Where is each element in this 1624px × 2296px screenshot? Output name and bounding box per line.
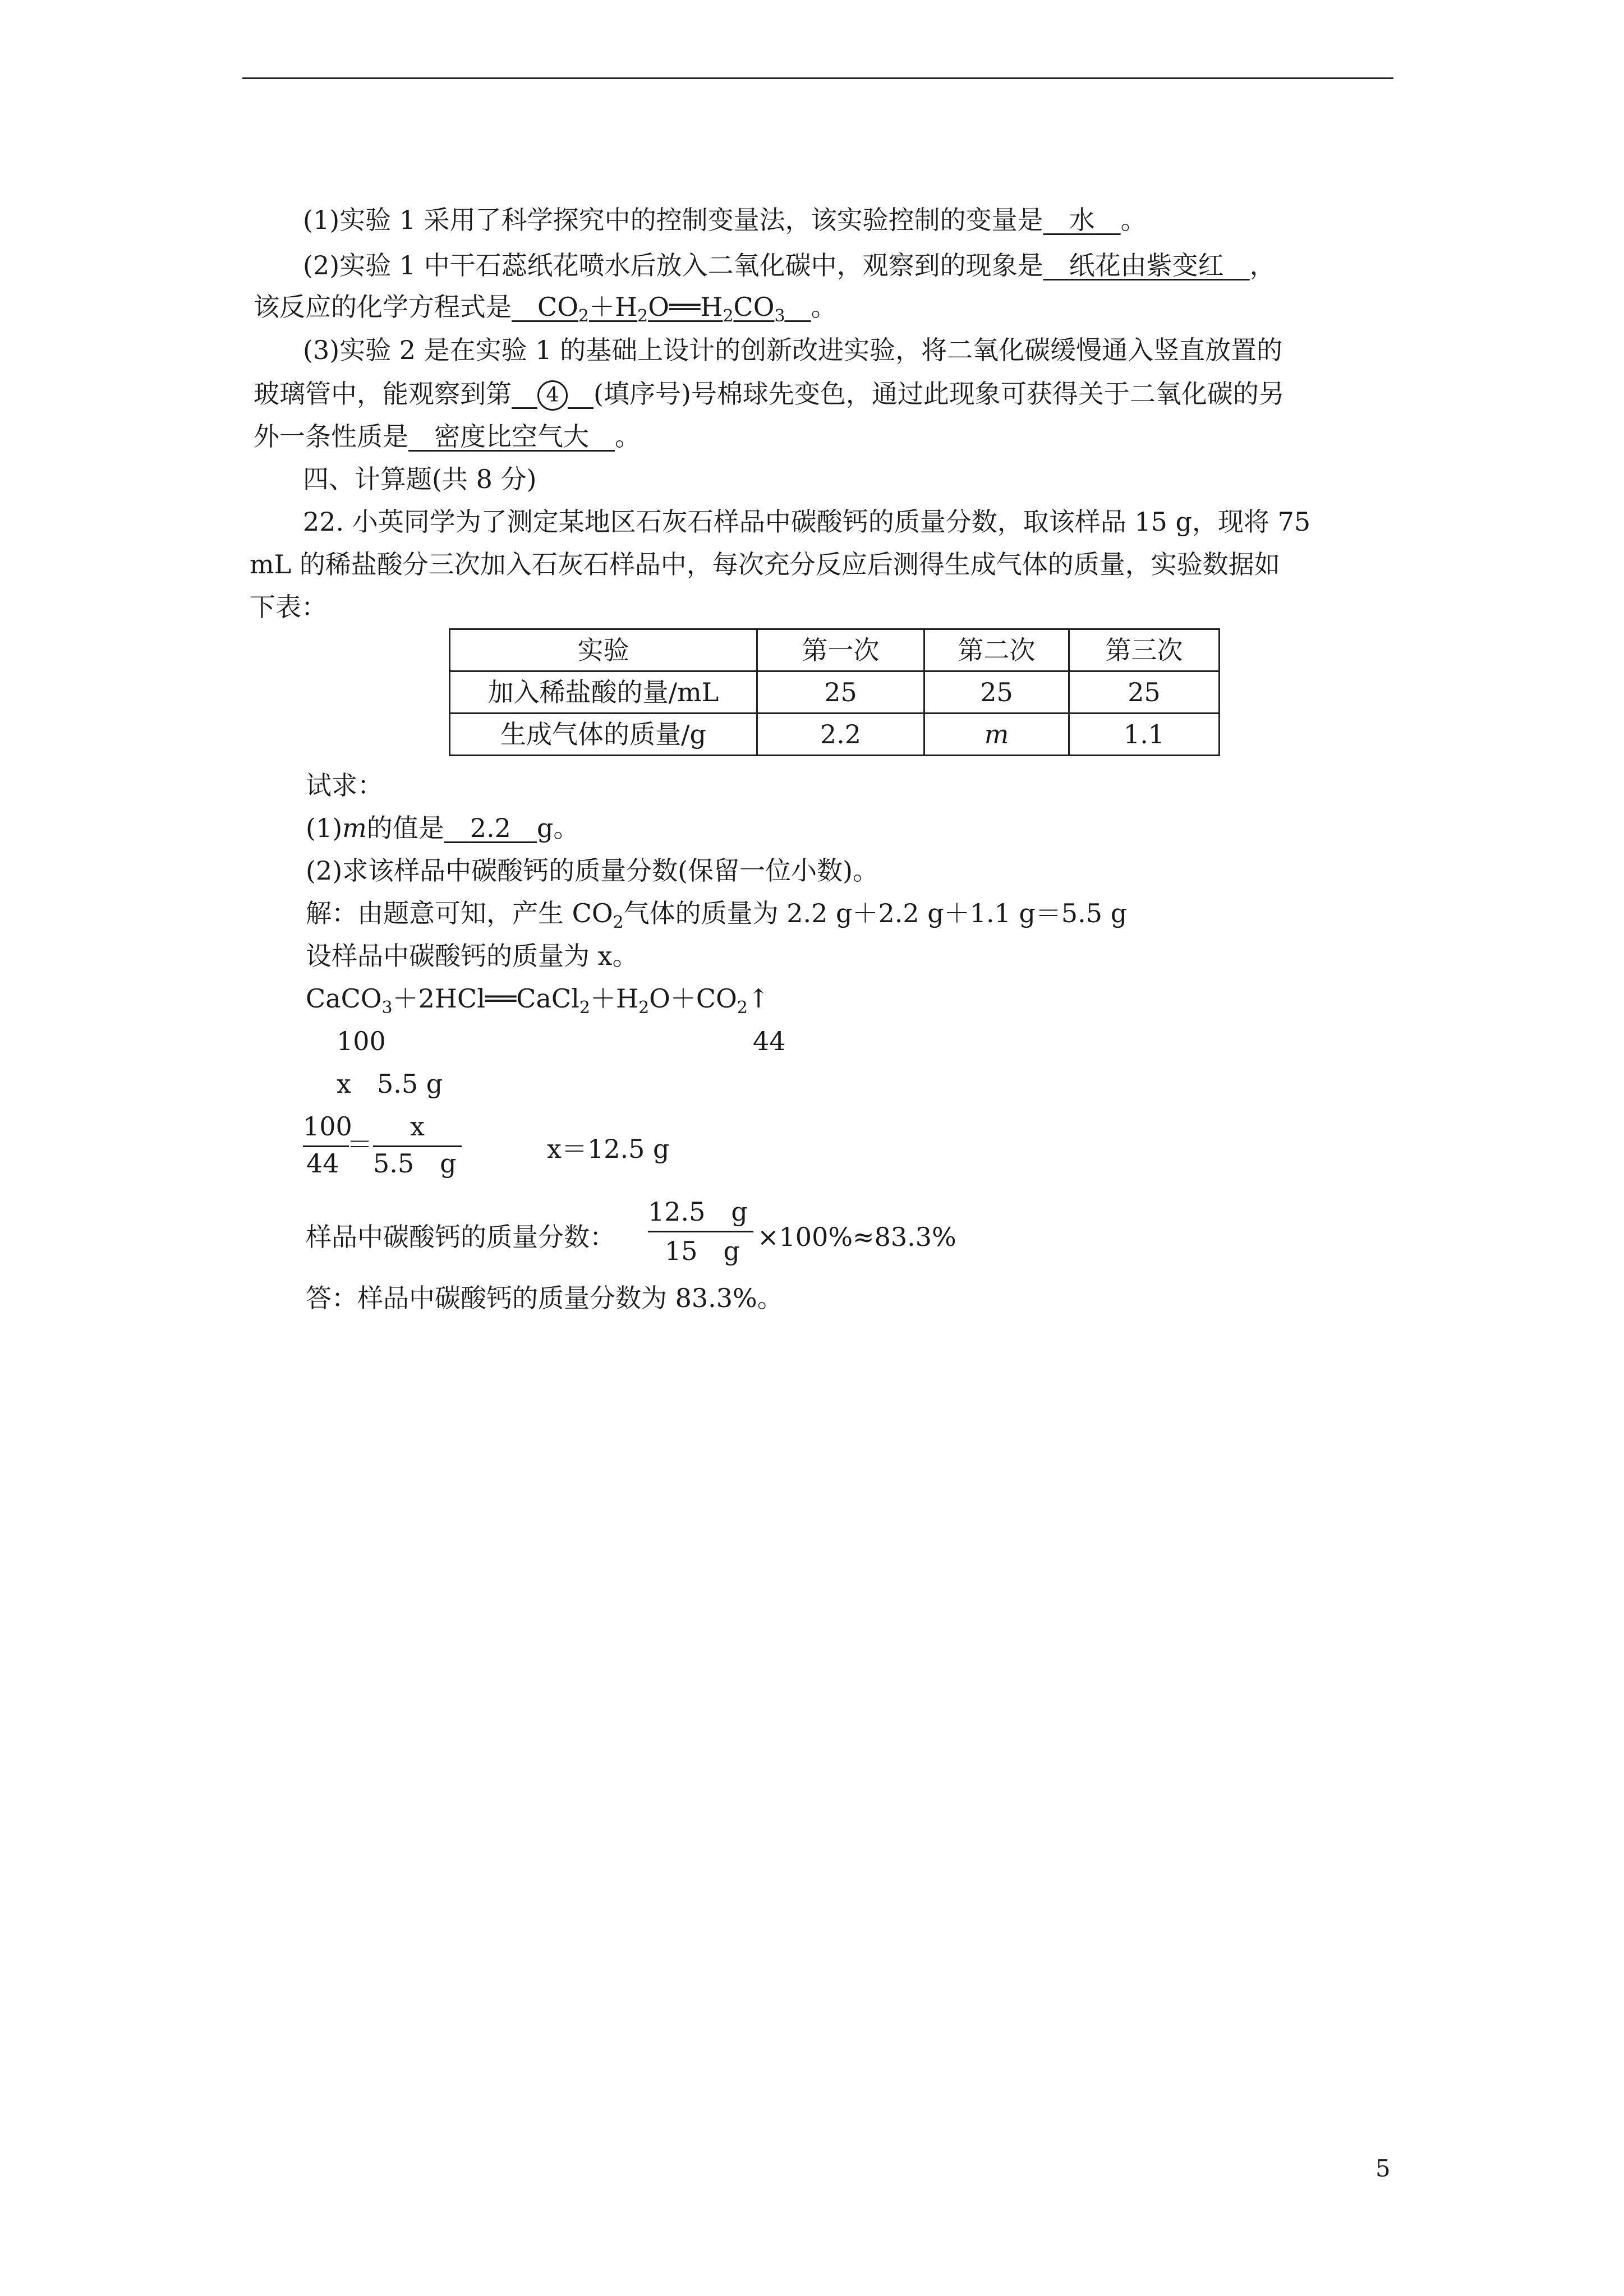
table-cell: 25 [924, 671, 1069, 714]
table-cell: 第二次 [924, 629, 1069, 671]
q21-equation-line: 该反应的化学方程式是 $CO_2+H_2O══H_2CO_3$ 。 [254, 292, 837, 326]
equals-sign: ＝ [347, 1129, 372, 1159]
solution-line1: 解：由题意可知，产生 $CO_2$气体的质量为 2.2 g＋2.2 g＋1.1 g＝5.5 g [306, 898, 1128, 932]
header-rule [242, 77, 1393, 79]
q21-answer-1: 水 [1069, 205, 1095, 235]
page-number: 5 [1375, 2155, 1391, 2182]
q22-answer-1: 2.2 [470, 813, 511, 843]
section-title: 四、计算题(共 8 分) [303, 464, 537, 494]
mass-fraction-label: 样品中碳酸钙的质量分数： [306, 1222, 615, 1252]
molar-mass-caco3: 100 [337, 1026, 386, 1056]
q22-sub1: (1)m的值是 2.2 g。 [306, 813, 579, 843]
table-cell: m [924, 714, 1069, 756]
q22-sub2: (2)求该样品中碳酸钙的质量分数(保留一位小数)。 [306, 855, 879, 886]
solution-line2: 设样品中碳酸钙的质量为 x。 [306, 941, 638, 971]
q21-part3-line2: 玻璃管中，能观察到第 4 (填序号)号棉球先变色，通过此现象可获得关于二氧化碳的另 [254, 377, 1285, 411]
q21-answer-3: 密度比空气大 [434, 421, 589, 452]
q21-part3-line3: 外一条性质是 密度比空气大 。 [254, 421, 641, 452]
q22-line1: 22. 小英同学为了测定某地区石灰石样品中碳酸钙的质量分数，取该样品 15 g，现将 75 [303, 507, 1311, 537]
q21-part2: (2)实验 1 中干石蕊纸花喷水后放入二氧化碳中，观察到的现象是 纸花由紫变红 ， [303, 250, 1276, 280]
table-cell: 实验 [450, 629, 757, 671]
q21-equation-answer: $CO_2+H_2O══H_2CO_3$ [537, 292, 785, 326]
data-table [449, 628, 1220, 756]
table-header-row [450, 629, 1220, 671]
table-cell: 25 [757, 671, 924, 714]
co2-mass: 5.5 g [377, 1069, 443, 1099]
mass-fraction-result: ×100%≈83.3% [757, 1222, 956, 1252]
unknown-x: x [337, 1069, 351, 1099]
table-cell: 第一次 [757, 629, 924, 671]
final-answer: 答：样品中碳酸钙的质量分数为 83.3%。 [306, 1283, 783, 1313]
table-cell: 生成气体的质量/g [450, 714, 757, 756]
molar-mass-co2: 44 [753, 1026, 786, 1056]
q21-circled-answer: 4 [537, 380, 568, 411]
reaction-equation: $CaCO_3+2HCl══CaCl_2+H_2O+CO_2↑$ [306, 983, 770, 1018]
x-result: x＝12.5 g [547, 1134, 670, 1164]
fraction-100-44: 100 44 [303, 1111, 352, 1179]
q21-part3-line1: (3)实验 2 是在实验 1 的基础上设计的创新改进实验，将二氧化碳缓慢通入竖直放置的 [303, 335, 1283, 365]
table-row [450, 671, 1220, 714]
try-label: 试求： [306, 770, 383, 800]
fraction-12.5g-15g: 12.5 g 15 g [648, 1195, 755, 1273]
q21-part1: (1)实验 1 采用了科学探究中的控制变量法，该实验控制的变量是 水 。 [303, 205, 1147, 235]
q22-line3: 下表： [250, 592, 327, 622]
q21-answer-2: 纸花由紫变红 [1069, 250, 1224, 280]
table-row [450, 714, 1220, 756]
table-cell: 加入稀盐酸的量/mL [450, 671, 757, 714]
table-cell: 第三次 [1069, 629, 1220, 671]
table-cell: 2.2 [757, 714, 924, 756]
table-cell: 25 [1069, 671, 1220, 714]
fraction-x-5.5g: x 5.5 g [373, 1110, 463, 1188]
q22-line2: mL 的稀盐酸分三次加入石灰石样品中，每次充分反应后测得生成气体的质量，实验数据如 [250, 549, 1280, 579]
table-cell: 1.1 [1069, 714, 1220, 756]
